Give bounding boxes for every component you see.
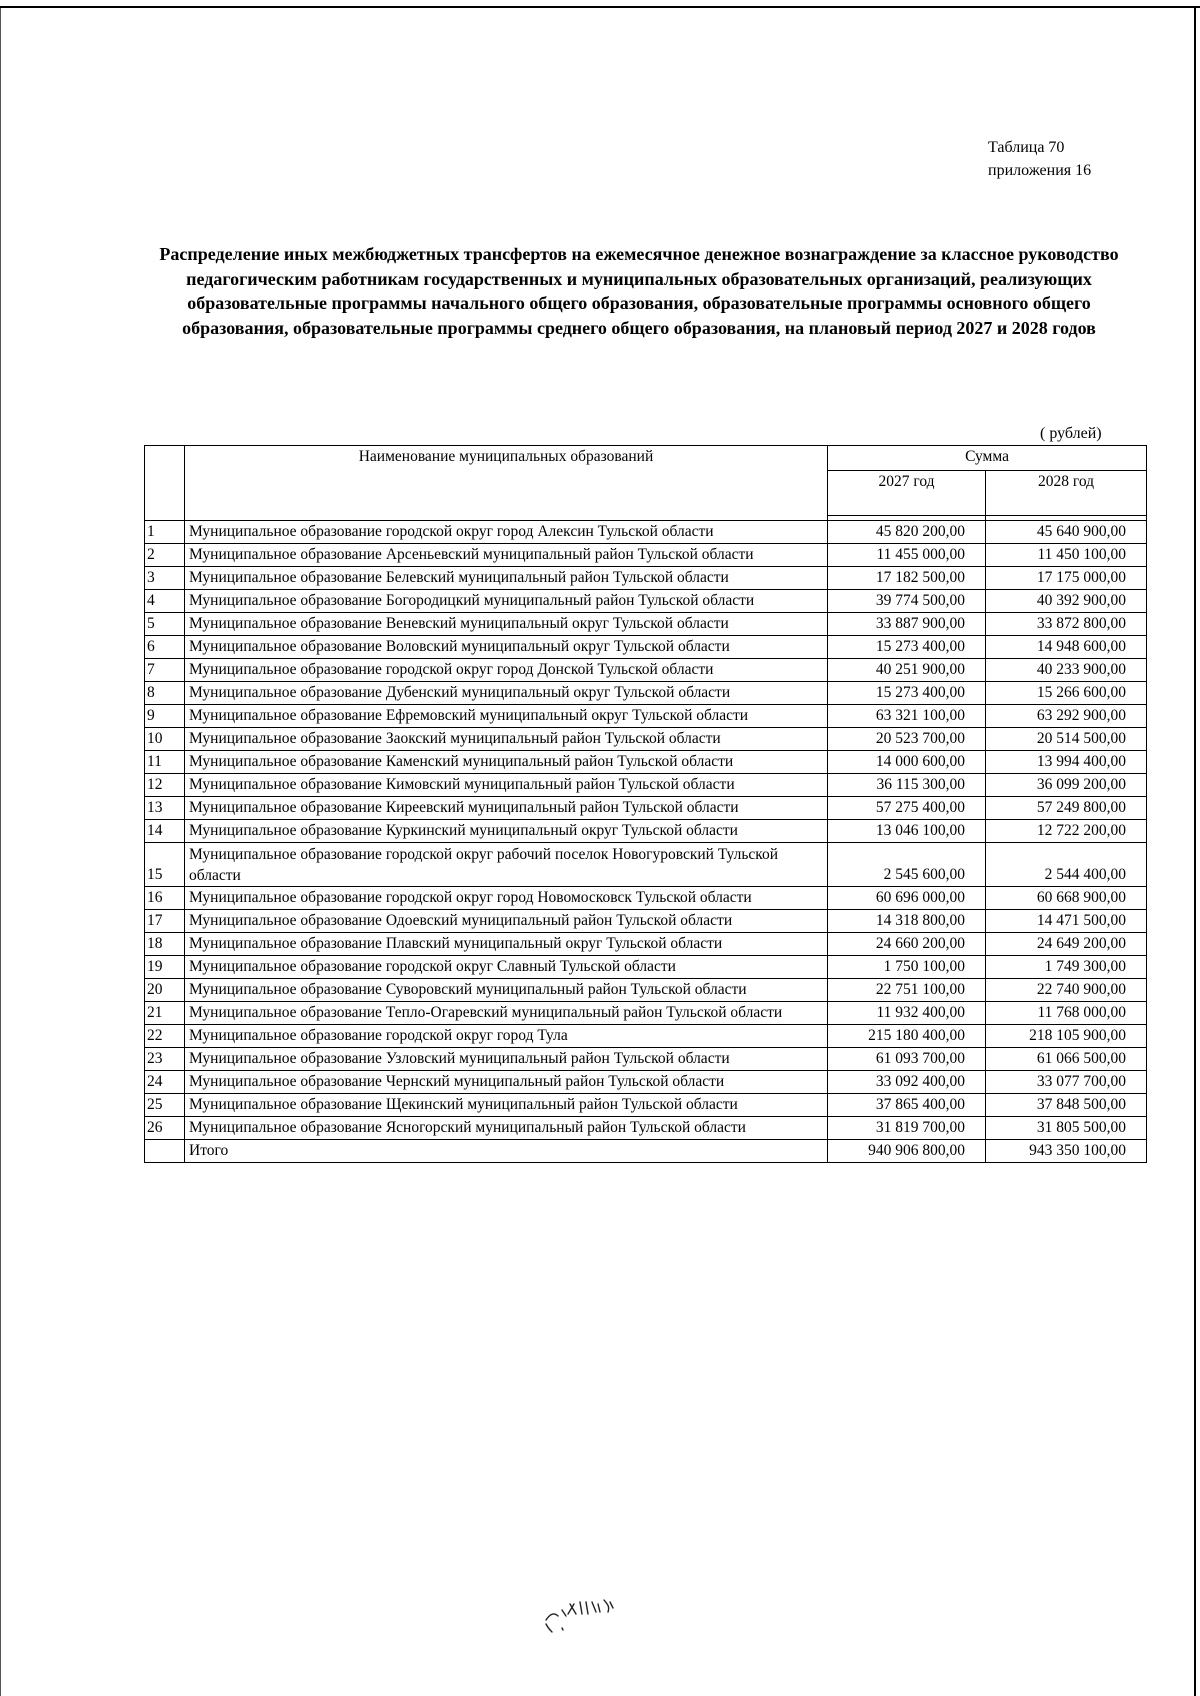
municipality-name-cell: Муниципальное образование городской округ город Новомосковск Тульской области xyxy=(185,887,828,910)
header-row xyxy=(145,446,1147,471)
table-row xyxy=(145,728,1147,751)
total-row xyxy=(145,1140,1147,1163)
municipality-name-cell: Муниципальное образование Киреевский муниципальный район Тульской области xyxy=(185,797,828,820)
municipality-name-cell: Муниципальное образование городской округ город Тула xyxy=(185,1025,828,1048)
amount-2027-cell: 61 093 700,00 xyxy=(828,1048,986,1071)
amount-2027-cell: 20 523 700,00 xyxy=(828,728,986,751)
table-reference xyxy=(988,136,1091,182)
amount-2028-cell: 40 233 900,00 xyxy=(986,659,1147,682)
amount-2028-cell: 45 640 900,00 xyxy=(986,521,1147,544)
row-number-cell: 15 xyxy=(145,843,185,887)
handwritten-signature xyxy=(540,1590,640,1634)
row-number-cell: 8 xyxy=(145,682,185,705)
header-sum-cell: Сумма xyxy=(828,446,1147,471)
row-number-cell: 22 xyxy=(145,1025,185,1048)
amount-2027-cell: 11 455 000,00 xyxy=(828,544,986,567)
row-number-cell: 21 xyxy=(145,1002,185,1025)
row-number-cell: 6 xyxy=(145,636,185,659)
total-label-cell: Итого xyxy=(185,1140,828,1163)
row-number-cell: 23 xyxy=(145,1048,185,1071)
municipality-name-cell: Муниципальное образование Ясногорский муниципальный район Тульской области xyxy=(185,1117,828,1140)
municipality-name-cell: Муниципальное образование Ефремовский муниципальный округ Тульской области xyxy=(185,705,828,728)
table-row xyxy=(145,1025,1147,1048)
amount-2027-cell: 57 275 400,00 xyxy=(828,797,986,820)
amount-2027-cell: 11 932 400,00 xyxy=(828,1002,986,1025)
table-row xyxy=(145,1094,1147,1117)
row-number-cell: 13 xyxy=(145,797,185,820)
row-number-cell: 25 xyxy=(145,1094,185,1117)
amount-2028-cell: 17 175 000,00 xyxy=(986,567,1147,590)
amount-2027-cell: 33 887 900,00 xyxy=(828,613,986,636)
amount-2027-cell: 40 251 900,00 xyxy=(828,659,986,682)
scan-border-left xyxy=(0,8,1,1696)
amount-2027-cell: 31 819 700,00 xyxy=(828,1117,986,1140)
row-number-cell xyxy=(145,1140,185,1163)
municipality-name-cell: Муниципальное образование Веневский муниципальный округ Тульской области xyxy=(185,613,828,636)
scan-border-top xyxy=(0,6,1200,8)
row-number-cell: 10 xyxy=(145,728,185,751)
row-number-cell: 7 xyxy=(145,659,185,682)
row-number-cell: 9 xyxy=(145,705,185,728)
table-row xyxy=(145,682,1147,705)
row-number-cell: 2 xyxy=(145,544,185,567)
municipality-name-cell: Муниципальное образование Щекинский муниципальный район Тульской области xyxy=(185,1094,828,1117)
table-row xyxy=(145,567,1147,590)
amount-2027-cell: 45 820 200,00 xyxy=(828,521,986,544)
table-row xyxy=(145,1071,1147,1094)
table-row xyxy=(145,887,1147,910)
table-row xyxy=(145,979,1147,1002)
amount-2028-cell: 12 722 200,00 xyxy=(986,820,1147,843)
table-row xyxy=(145,797,1147,820)
amount-2028-cell: 22 740 900,00 xyxy=(986,979,1147,1002)
amount-2027-cell: 39 774 500,00 xyxy=(828,590,986,613)
amount-2027-cell: 36 115 300,00 xyxy=(828,774,986,797)
amount-2027-cell: 2 545 600,00 xyxy=(828,843,986,887)
table-row xyxy=(145,1002,1147,1025)
appendix-number: приложения 16 xyxy=(988,162,1092,179)
row-number-cell: 12 xyxy=(145,774,185,797)
amount-2027-cell: 940 906 800,00 xyxy=(828,1140,986,1163)
row-number-cell: 26 xyxy=(145,1117,185,1140)
amount-2028-cell: 57 249 800,00 xyxy=(986,797,1147,820)
amount-2027-cell: 215 180 400,00 xyxy=(828,1025,986,1048)
amount-2028-cell: 218 105 900,00 xyxy=(986,1025,1147,1048)
municipality-name-cell: Муниципальное образование Куркинский муниципальный округ Тульской области xyxy=(185,820,828,843)
amount-2027-cell: 37 865 400,00 xyxy=(828,1094,986,1117)
amount-2028-cell: 15 266 600,00 xyxy=(986,682,1147,705)
municipality-name-cell: Муниципальное образование городской округ город Донской Тульской области xyxy=(185,659,828,682)
amount-2028-cell: 37 848 500,00 xyxy=(986,1094,1147,1117)
municipality-name-cell: Муниципальное образование Тепло-Огаревский муниципальный район Тульской области xyxy=(185,1002,828,1025)
distribution-table xyxy=(144,445,1147,1163)
municipality-name-cell: Муниципальное образование Воловский муниципальный округ Тульской области xyxy=(185,636,828,659)
table-row xyxy=(145,705,1147,728)
row-number-cell: 18 xyxy=(145,933,185,956)
row-number-cell: 16 xyxy=(145,887,185,910)
header-year-2027: 2027 год xyxy=(828,471,986,516)
row-number-cell: 4 xyxy=(145,590,185,613)
scan-border-right xyxy=(1194,8,1196,1696)
row-number-cell: 20 xyxy=(145,979,185,1002)
amount-2028-cell: 63 292 900,00 xyxy=(986,705,1147,728)
amount-2028-cell: 1 749 300,00 xyxy=(986,956,1147,979)
amount-2027-cell: 60 696 000,00 xyxy=(828,887,986,910)
table-row xyxy=(145,933,1147,956)
municipality-name-cell: Муниципальное образование Белевский муниципальный район Тульской области xyxy=(185,567,828,590)
amount-2028-cell: 14 471 500,00 xyxy=(986,910,1147,933)
amount-2027-cell: 15 273 400,00 xyxy=(828,682,986,705)
row-number-cell: 17 xyxy=(145,910,185,933)
municipality-name-cell: Муниципальное образование Кимовский муниципальный район Тульской области xyxy=(185,774,828,797)
amount-2027-cell: 22 751 100,00 xyxy=(828,979,986,1002)
municipality-name-cell: Муниципальное образование Суворовский муниципальный район Тульской области xyxy=(185,979,828,1002)
table-row xyxy=(145,636,1147,659)
amount-2027-cell: 14 318 800,00 xyxy=(828,910,986,933)
row-number-cell: 19 xyxy=(145,956,185,979)
table-row xyxy=(145,1117,1147,1140)
header-name-cell: Наименование муниципальных образований xyxy=(185,446,828,521)
amount-2027-cell: 1 750 100,00 xyxy=(828,956,986,979)
header-number-cell xyxy=(145,446,185,521)
amount-2027-cell: 17 182 500,00 xyxy=(828,567,986,590)
municipality-name-cell: Муниципальное образование Арсеньевский муниципальный район Тульской области xyxy=(185,544,828,567)
table-row xyxy=(145,1048,1147,1071)
table-row xyxy=(145,659,1147,682)
amount-2027-cell: 33 092 400,00 xyxy=(828,1071,986,1094)
amount-2028-cell: 11 450 100,00 xyxy=(986,544,1147,567)
municipality-name-cell: Муниципальное образование городской округ Славный Тульской области xyxy=(185,956,828,979)
amount-2028-cell: 24 649 200,00 xyxy=(986,933,1147,956)
amount-2028-cell: 11 768 000,00 xyxy=(986,1002,1147,1025)
amount-2028-cell: 13 994 400,00 xyxy=(986,751,1147,774)
amount-2027-cell: 24 660 200,00 xyxy=(828,933,986,956)
table-number: Таблица 70 xyxy=(988,139,1065,156)
amount-2028-cell: 31 805 500,00 xyxy=(986,1117,1147,1140)
municipality-name-cell: Муниципальное образование Плавский муниципальный округ Тульской области xyxy=(185,933,828,956)
amount-2028-cell: 40 392 900,00 xyxy=(986,590,1147,613)
row-number-cell: 3 xyxy=(145,567,185,590)
row-number-cell: 24 xyxy=(145,1071,185,1094)
table-row xyxy=(145,613,1147,636)
amount-2028-cell: 2 544 400,00 xyxy=(986,843,1147,887)
municipality-name-cell: Муниципальное образование Чернский муниципальный район Тульской области xyxy=(185,1071,828,1094)
amount-2028-cell: 36 099 200,00 xyxy=(986,774,1147,797)
row-number-cell: 14 xyxy=(145,820,185,843)
amount-2028-cell: 14 948 600,00 xyxy=(986,636,1147,659)
municipality-name-cell: Муниципальное образование городской округ рабочий поселок Новогуровский Тульской области xyxy=(185,843,828,887)
row-number-cell: 5 xyxy=(145,613,185,636)
municipality-name-cell: Муниципальное образование Одоевский муниципальный район Тульской области xyxy=(185,910,828,933)
unit-label: ( рублей) xyxy=(1040,425,1102,442)
table-row xyxy=(145,590,1147,613)
table-row xyxy=(145,843,1147,887)
amount-2027-cell: 13 046 100,00 xyxy=(828,820,986,843)
table-row xyxy=(145,544,1147,567)
amount-2028-cell: 33 872 800,00 xyxy=(986,613,1147,636)
municipality-name-cell: Муниципальное образование Каменский муниципальный район Тульской области xyxy=(185,751,828,774)
row-number-cell: 11 xyxy=(145,751,185,774)
table-row xyxy=(145,820,1147,843)
document-title: Распределение иных межбюджетных трансфертов на ежемесячное денежное вознаграждение за классное руководство педагогическим работникам государственных и муниципальных образовательных организаций, реализующих образовательные программы начального общего образования, образовательные программы основного общего образования, образовательные программы среднего общего образования, на плановый период 2027 и 2028 годов xyxy=(159,244,1119,338)
table-row xyxy=(145,521,1147,544)
municipality-name-cell: Муниципальное образование Богородицкий муниципальный район Тульской области xyxy=(185,590,828,613)
amount-2028-cell: 60 668 900,00 xyxy=(986,887,1147,910)
table-body xyxy=(145,446,1147,1163)
row-number-cell: 1 xyxy=(145,521,185,544)
amount-2028-cell: 33 077 700,00 xyxy=(986,1071,1147,1094)
amount-2027-cell: 15 273 400,00 xyxy=(828,636,986,659)
municipality-name-cell: Муниципальное образование Дубенский муниципальный округ Тульской области xyxy=(185,682,828,705)
amount-2028-cell: 61 066 500,00 xyxy=(986,1048,1147,1071)
table-row xyxy=(145,956,1147,979)
municipality-name-cell: Муниципальное образование Узловский муниципальный район Тульской области xyxy=(185,1048,828,1071)
amount-2027-cell: 14 000 600,00 xyxy=(828,751,986,774)
header-year-2028: 2028 год xyxy=(986,471,1147,516)
table-row xyxy=(145,910,1147,933)
table-row xyxy=(145,774,1147,797)
amount-2028-cell: 943 350 100,00 xyxy=(986,1140,1147,1163)
municipality-name-cell: Муниципальное образование Заокский муниципальный район Тульской области xyxy=(185,728,828,751)
amount-2027-cell: 63 321 100,00 xyxy=(828,705,986,728)
municipality-name-cell: Муниципальное образование городской округ город Алексин Тульской области xyxy=(185,521,828,544)
amount-2028-cell: 20 514 500,00 xyxy=(986,728,1147,751)
table-row xyxy=(145,751,1147,774)
